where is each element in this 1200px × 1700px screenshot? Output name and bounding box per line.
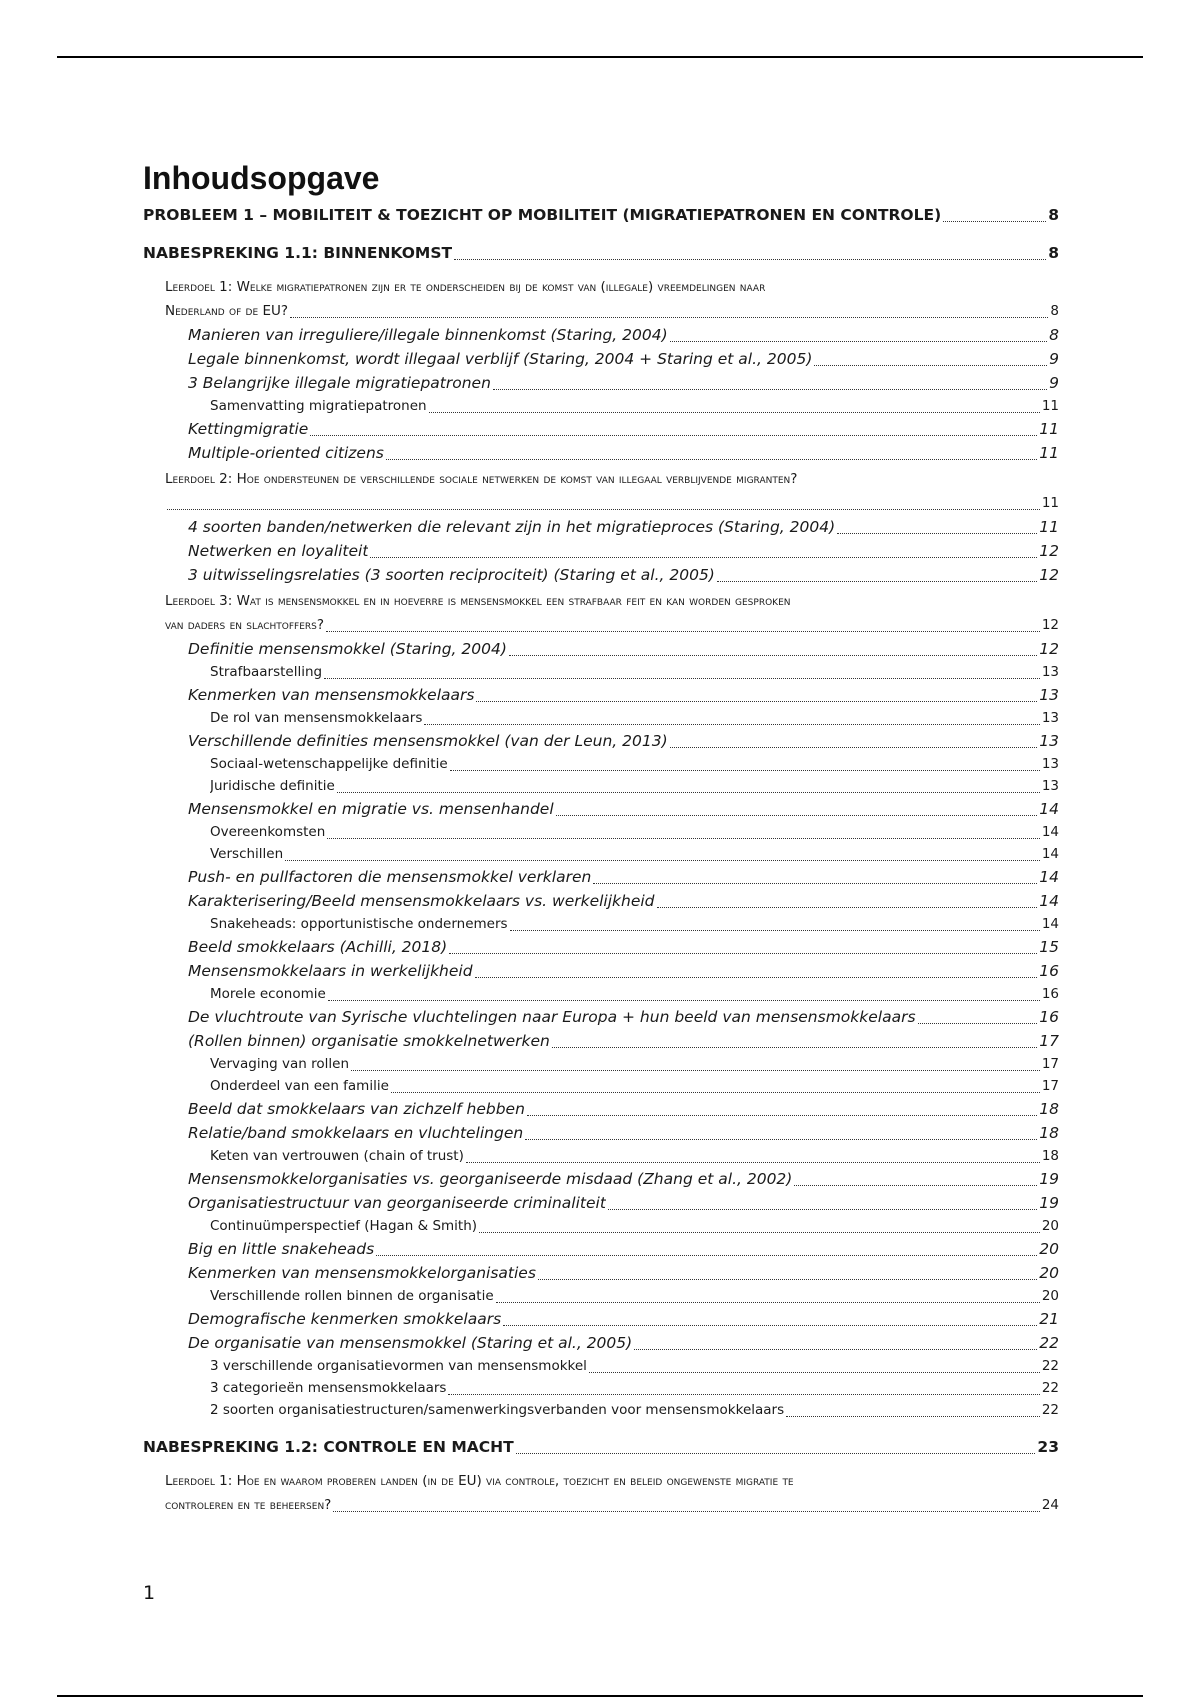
toc-entry-text: Leerdoel 2: Hoe ondersteunen de verschillende sociale netwerken de komst van illegaal verblijvende migranten? xyxy=(165,471,798,487)
toc-title: Inhoudsopgave xyxy=(143,160,380,196)
dot-leader xyxy=(538,1279,1037,1280)
toc-entry-text-continued: van daders en slachtoffers? xyxy=(165,617,325,633)
dot-leader xyxy=(593,883,1037,884)
toc-entry-text: Relatie/band smokkelaars en vluchtelingen xyxy=(188,1124,524,1142)
dot-leader xyxy=(657,907,1038,908)
dot-leader xyxy=(449,953,1037,954)
dot-leader xyxy=(717,581,1037,582)
dot-leader xyxy=(670,341,1047,342)
toc-entry-text: Verschillende definities mensensmokkel (van der Leun, 2013) xyxy=(188,732,668,750)
toc-entry[interactable] xyxy=(143,843,1059,865)
toc-entry[interactable] xyxy=(143,1005,1059,1029)
dot-leader xyxy=(476,701,1037,702)
toc-entry-page: 20 xyxy=(1041,1218,1059,1234)
toc-entry-page: 18 xyxy=(1039,1124,1059,1142)
toc-entry-text: Push- en pullfactoren die mensensmokkel verklaren xyxy=(188,868,592,886)
toc-entry[interactable] xyxy=(143,417,1059,441)
toc-entry-page: 8 xyxy=(1049,326,1059,344)
toc-entry-page: 12 xyxy=(1039,640,1059,658)
toc-entry-text: Leerdoel 3: Wat is mensensmokkel en in hoeverre is mensensmokkel een strafbaar feit en kan worden gesproken xyxy=(165,593,791,609)
dot-leader xyxy=(167,509,1040,510)
toc-entry-page: 15 xyxy=(1039,938,1059,956)
toc-entry-page: 13 xyxy=(1041,756,1059,772)
toc-entry-text: Multiple-oriented citizens xyxy=(188,444,384,462)
dot-leader xyxy=(327,838,1040,839)
toc-entry-text: (Rollen binnen) organisatie smokkelnetwerken xyxy=(188,1032,550,1050)
dot-leader xyxy=(527,1115,1037,1116)
dot-leader xyxy=(450,770,1040,771)
toc-entry-page: 22 xyxy=(1039,1334,1059,1352)
dot-leader xyxy=(285,860,1040,861)
toc-entry[interactable] xyxy=(143,371,1059,395)
toc-entry[interactable] xyxy=(143,983,1059,1005)
toc-entry-text: Manieren van irreguliere/illegale binnenkomst (Staring, 2004) xyxy=(188,326,668,344)
toc-entry-page: 12 xyxy=(1039,542,1059,560)
toc-entry-page: 24 xyxy=(1041,1497,1059,1513)
dot-leader xyxy=(814,365,1047,366)
toc-entry-page: 16 xyxy=(1039,1008,1059,1026)
dot-leader xyxy=(496,1302,1040,1303)
toc-entry[interactable] xyxy=(143,1053,1059,1075)
toc-entry[interactable] xyxy=(143,395,1059,417)
toc-entry-text: Samenvatting migratiepatronen xyxy=(210,398,427,414)
dot-leader xyxy=(794,1185,1037,1186)
toc-entry-page: 20 xyxy=(1039,1264,1059,1282)
toc-entry[interactable] xyxy=(143,589,1059,637)
dot-leader xyxy=(376,1255,1037,1256)
toc-entry-text: Vervaging van rollen xyxy=(210,1056,350,1072)
toc-entry[interactable] xyxy=(143,347,1059,371)
toc-entry-text: NABESPREKING 1.2: CONTROLE EN MACHT xyxy=(143,1438,514,1456)
toc-entry-page: 19 xyxy=(1039,1194,1059,1212)
toc-entry-page: 16 xyxy=(1039,962,1059,980)
toc-entry-text: Beeld smokkelaars (Achilli, 2018) xyxy=(188,938,448,956)
toc-entry-page: 21 xyxy=(1039,1310,1059,1328)
toc-entry-text: NABESPREKING 1.1: BINNENKOMST xyxy=(143,244,453,262)
toc-entry-text: Morele economie xyxy=(210,986,326,1002)
toc-entry[interactable] xyxy=(143,935,1059,959)
toc-entry-text: 2 soorten organisatiestructuren/samenwerkingsverbanden voor mensensmokkelaars xyxy=(210,1402,785,1418)
toc-entry-text: Demografische kenmerken smokkelaars xyxy=(188,1310,502,1328)
dot-leader xyxy=(448,1394,1039,1395)
toc-entry-text: Strafbaarstelling xyxy=(210,664,323,680)
toc-entry[interactable] xyxy=(143,515,1059,539)
toc-entry[interactable] xyxy=(143,1215,1059,1237)
toc-entry[interactable] xyxy=(143,637,1059,661)
toc-entry-text: Leerdoel 1: Welke migratiepatronen zijn er te onderscheiden bij de komst van (illegale) vreemdelingen naar xyxy=(165,279,766,295)
toc-entry-text: Kettingmigratie xyxy=(188,420,309,438)
dot-leader xyxy=(328,1000,1040,1001)
toc-entry[interactable] xyxy=(143,1121,1059,1145)
toc-entry-text: 3 verschillende organisatievormen van mensensmokkel xyxy=(210,1358,587,1374)
toc-entry[interactable] xyxy=(143,1355,1059,1377)
toc-entry-text: De organisatie van mensensmokkel (Staring et al., 2005) xyxy=(188,1334,633,1352)
toc-entry[interactable] xyxy=(143,1167,1059,1191)
toc-entry-page: 12 xyxy=(1041,617,1059,633)
dot-leader xyxy=(589,1372,1040,1373)
toc-entry[interactable] xyxy=(143,707,1059,729)
dot-leader xyxy=(503,1325,1037,1326)
toc-entry[interactable] xyxy=(143,1029,1059,1053)
dot-leader xyxy=(552,1047,1037,1048)
dot-leader xyxy=(429,412,1040,413)
dot-leader xyxy=(466,1162,1040,1163)
toc-entry-text: Legale binnenkomst, wordt illegaal verblijf (Staring, 2004 + Staring et al., 2005) xyxy=(188,350,813,368)
toc-entry-page: 14 xyxy=(1039,800,1059,818)
toc-entry-text: 3 categorieën mensensmokkelaars xyxy=(210,1380,447,1396)
toc-entry-text: 4 soorten banden/netwerken die relevant zijn in het migratieproces (Staring, 2004) xyxy=(188,518,836,536)
dot-leader xyxy=(454,259,1046,260)
toc-entry-page: 22 xyxy=(1041,1358,1059,1374)
dot-leader xyxy=(337,792,1040,793)
toc-entry[interactable] xyxy=(143,323,1059,347)
page-number: 1 xyxy=(143,1582,156,1604)
dot-leader xyxy=(525,1139,1037,1140)
toc-entry-text: Beeld dat smokkelaars van zichzelf hebben xyxy=(188,1100,525,1118)
toc-entry-page: 9 xyxy=(1049,374,1059,392)
toc-entry-page: 14 xyxy=(1041,916,1059,932)
toc-entry-text: 3 uitwisselingsrelaties (3 soorten reciprociteit) (Staring et al., 2005) xyxy=(188,566,715,584)
dot-leader xyxy=(918,1023,1038,1024)
toc-entry-text: 3 Belangrijke illegale migratiepatronen xyxy=(188,374,491,392)
dot-leader xyxy=(786,1416,1040,1417)
toc-entry[interactable] xyxy=(143,275,1059,323)
toc-entry-text: Mensensmokkelorganisaties vs. georganiseerde misdaad (Zhang et al., 2002) xyxy=(188,1170,793,1188)
toc-entry-text: Continuümperspectief (Hagan & Smith) xyxy=(210,1218,478,1234)
toc-entry-page: 12 xyxy=(1039,566,1059,584)
dot-leader xyxy=(333,1511,1039,1512)
toc-entry-text: Juridische definitie xyxy=(210,778,335,794)
toc-entry[interactable] xyxy=(143,683,1059,707)
dot-leader xyxy=(608,1209,1037,1210)
header-rule xyxy=(57,56,1143,58)
toc-entry-page: 14 xyxy=(1039,892,1059,910)
toc-entry-text-continued: controleren en te beheersen? xyxy=(165,1497,332,1513)
toc-entry-text: Kenmerken van mensensmokkelorganisaties xyxy=(188,1264,536,1282)
toc-entry-page: 13 xyxy=(1041,664,1059,680)
dot-leader xyxy=(326,631,1040,632)
dot-leader xyxy=(670,747,1038,748)
toc-entry-text: Sociaal-wetenschappelijke definitie xyxy=(210,756,448,772)
toc-entry-text: Overeenkomsten xyxy=(210,824,326,840)
toc-entry-text: Keten van vertrouwen (chain of trust) xyxy=(210,1148,464,1164)
toc-entry[interactable] xyxy=(143,1469,1059,1517)
dot-leader xyxy=(424,724,1039,725)
toc-entry-text: Verschillen xyxy=(210,846,284,862)
toc-entry-text: Netwerken en loyaliteit xyxy=(188,542,369,560)
toc-entry[interactable] xyxy=(143,775,1059,797)
toc-entry[interactable] xyxy=(143,1399,1059,1421)
toc-entry-page: 17 xyxy=(1039,1032,1059,1050)
toc-entry[interactable] xyxy=(143,1307,1059,1331)
dot-leader xyxy=(351,1070,1040,1071)
dot-leader xyxy=(493,389,1047,390)
toc-entry-page: 14 xyxy=(1039,868,1059,886)
dot-leader xyxy=(324,678,1040,679)
toc-entry[interactable] xyxy=(143,1237,1059,1261)
dot-leader xyxy=(479,1232,1040,1233)
toc-entry-text: Leerdoel 1: Hoe en waarom proberen landen (in de EU) via controle, toezicht en beleid ongewenste migratie te xyxy=(165,1473,794,1489)
toc-entry[interactable] xyxy=(143,441,1059,465)
dot-leader xyxy=(370,557,1037,558)
toc-entry-page: 13 xyxy=(1041,778,1059,794)
toc-entry[interactable] xyxy=(143,729,1059,753)
toc-entry-text: Mensensmokkel en migratie vs. mensenhandel xyxy=(188,800,554,818)
dot-leader xyxy=(391,1092,1040,1093)
dot-leader xyxy=(516,1453,1036,1454)
toc-entry[interactable] xyxy=(143,889,1059,913)
toc-entry-page: 17 xyxy=(1041,1078,1059,1094)
footer-rule xyxy=(57,1695,1143,1697)
toc-entry[interactable] xyxy=(143,821,1059,843)
toc-entry-page: 13 xyxy=(1039,686,1059,704)
toc-entry-page: 19 xyxy=(1039,1170,1059,1188)
toc-entry[interactable] xyxy=(143,563,1059,587)
toc-entry-page: 14 xyxy=(1041,846,1059,862)
toc-entry-page: 11 xyxy=(1039,420,1059,438)
toc-entry-text: Verschillende rollen binnen de organisatie xyxy=(210,1288,494,1304)
toc-entry-page: 22 xyxy=(1041,1380,1059,1396)
toc-entry-page: 13 xyxy=(1041,710,1059,726)
toc-entry-page: 11 xyxy=(1041,495,1059,511)
toc-entry[interactable] xyxy=(143,1145,1059,1167)
toc-entry-page: 20 xyxy=(1041,1288,1059,1304)
toc-entry-page: 18 xyxy=(1039,1100,1059,1118)
table-of-contents xyxy=(143,160,1059,1517)
toc-entry[interactable] xyxy=(143,661,1059,683)
toc-entry-text: Definitie mensensmokkel (Staring, 2004) xyxy=(188,640,507,658)
toc-entry[interactable] xyxy=(143,1331,1059,1355)
toc-entry-page: 9 xyxy=(1049,350,1059,368)
toc-entry-page: 20 xyxy=(1039,1240,1059,1258)
toc-entry-text: Big en little snakeheads xyxy=(188,1240,375,1258)
toc-entry[interactable] xyxy=(143,1435,1059,1459)
dot-leader xyxy=(634,1349,1037,1350)
toc-entry-page: 17 xyxy=(1041,1056,1059,1072)
toc-entry-text: Organisatiestructuur van georganiseerde criminaliteit xyxy=(188,1194,606,1212)
toc-entry[interactable] xyxy=(143,1261,1059,1285)
toc-entry-page: 14 xyxy=(1041,824,1059,840)
toc-entry-page: 8 xyxy=(1050,303,1059,319)
toc-entry[interactable] xyxy=(143,1377,1059,1399)
toc-entry-page: 8 xyxy=(1048,206,1059,224)
toc-entry-text: Mensensmokkelaars in werkelijkheid xyxy=(188,962,473,980)
dot-leader xyxy=(290,317,1048,318)
toc-entry[interactable] xyxy=(143,913,1059,935)
toc-entry[interactable] xyxy=(143,1191,1059,1215)
toc-entry-text: Karakterisering/Beeld mensensmokkelaars vs. werkelijkheid xyxy=(188,892,655,910)
toc-entry-text-continued: Nederland of de EU? xyxy=(165,303,289,319)
dot-leader xyxy=(386,459,1037,460)
toc-entry[interactable] xyxy=(143,1285,1059,1307)
toc-entry[interactable] xyxy=(143,753,1059,775)
toc-entry[interactable] xyxy=(143,1075,1059,1097)
toc-entry[interactable] xyxy=(143,241,1059,265)
toc-list xyxy=(143,203,1059,1517)
toc-entry-text: Kenmerken van mensensmokkelaars xyxy=(188,686,475,704)
toc-entry-text: Snakeheads: opportunistische ondernemers xyxy=(210,916,508,932)
toc-entry-page: 23 xyxy=(1037,1438,1059,1456)
dot-leader xyxy=(556,815,1038,816)
toc-entry-page: 11 xyxy=(1041,398,1059,414)
toc-entry-page: 13 xyxy=(1039,732,1059,750)
toc-entry-page: 11 xyxy=(1039,444,1059,462)
toc-entry-page: 8 xyxy=(1048,244,1059,262)
dot-leader xyxy=(837,533,1037,534)
dot-leader xyxy=(943,221,1046,222)
toc-entry-text: De rol van mensensmokkelaars xyxy=(210,710,423,726)
dot-leader xyxy=(510,930,1040,931)
toc-entry[interactable] xyxy=(143,1097,1059,1121)
toc-entry[interactable] xyxy=(143,539,1059,563)
toc-entry[interactable] xyxy=(143,467,1059,515)
dot-leader xyxy=(509,655,1037,656)
toc-entry-page: 22 xyxy=(1041,1402,1059,1418)
dot-leader xyxy=(475,977,1038,978)
toc-entry-page: 18 xyxy=(1041,1148,1059,1164)
toc-entry-page: 11 xyxy=(1039,518,1059,536)
toc-entry[interactable] xyxy=(143,203,1059,227)
toc-entry-text: PROBLEEM 1 – MOBILITEIT & TOEZICHT OP MOBILITEIT (MIGRATIEPATRONEN EN CONTROLE) xyxy=(143,206,942,224)
toc-entry[interactable] xyxy=(143,959,1059,983)
toc-entry[interactable] xyxy=(143,865,1059,889)
toc-entry-page: 16 xyxy=(1041,986,1059,1002)
toc-entry-text: Onderdeel van een familie xyxy=(210,1078,389,1094)
toc-entry-text: De vluchtroute van Syrische vluchtelingen naar Europa + hun beeld van mensensmokkelaars xyxy=(188,1008,916,1026)
dot-leader xyxy=(310,435,1037,436)
toc-entry[interactable] xyxy=(143,797,1059,821)
